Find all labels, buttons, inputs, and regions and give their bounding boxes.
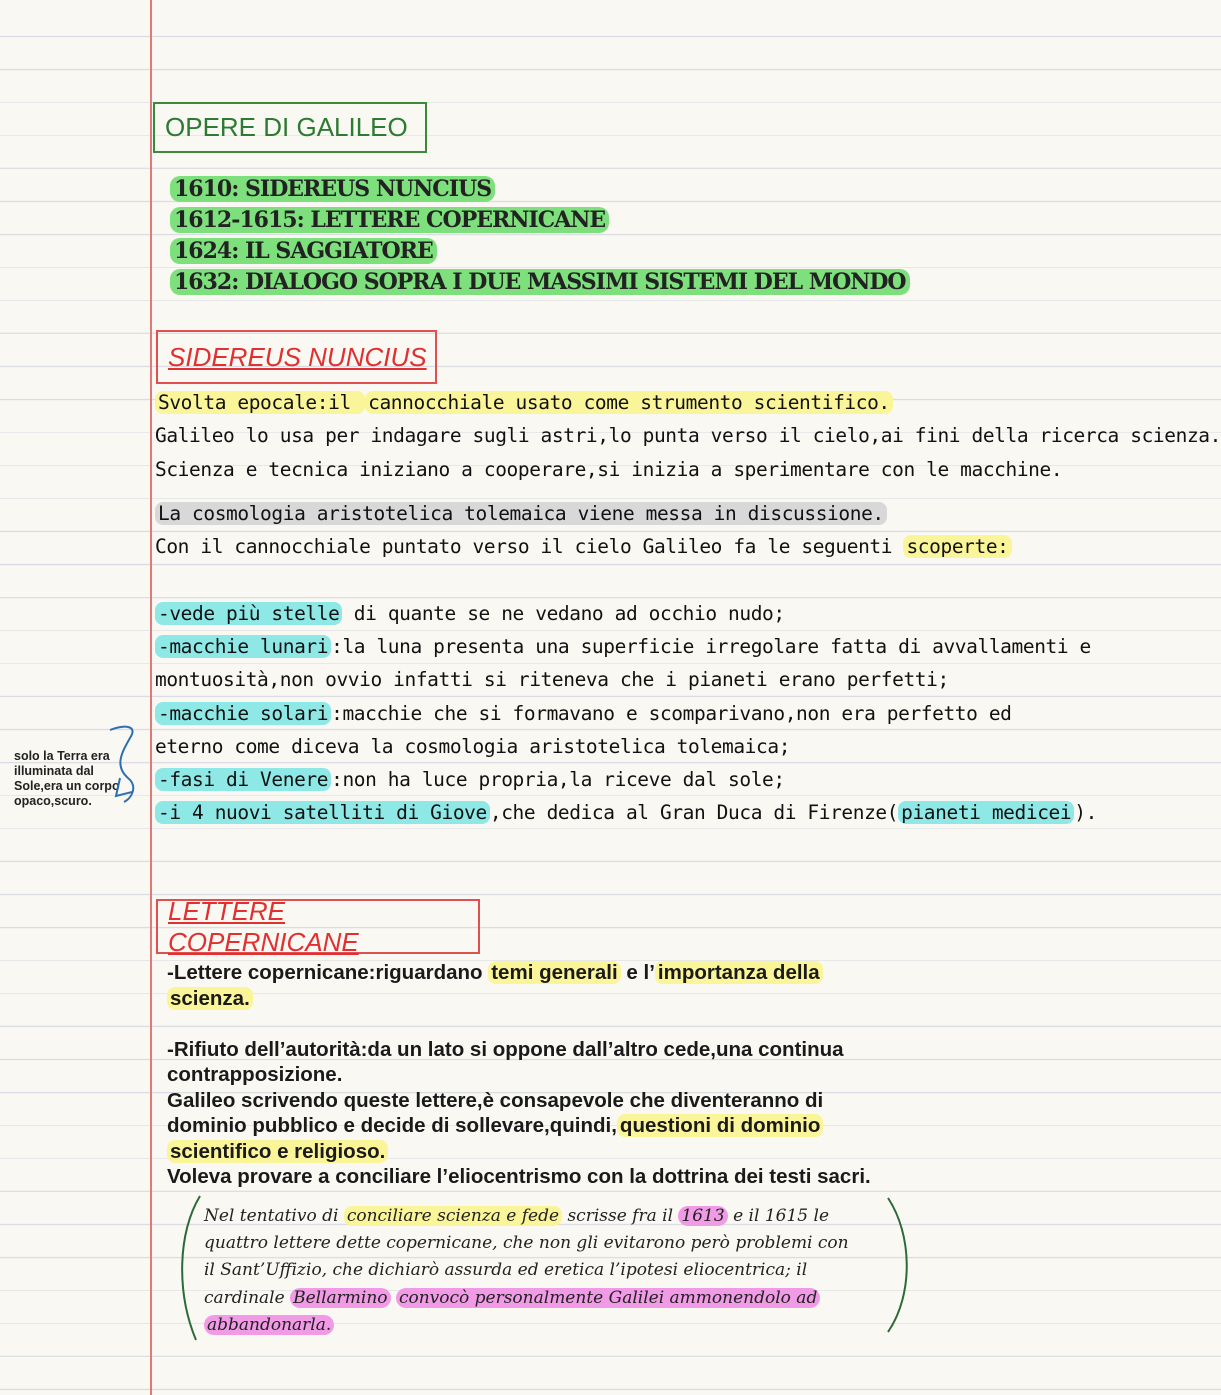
text-line: montuosità,non ovvio infatti si riteneva che i pianeti erano perfetti; [155,668,949,691]
arrow-icon [104,722,144,812]
side-note: solo la Terra era illuminata dal Sole,era un corpo opaco,scuro. [14,749,120,808]
text-line: eterno come diceva la cosmologia aristotelica tolemaica; [155,735,791,758]
handwritten-line: Nel tentativo di conciliare scienza e fede scrisse fra il 1613 e il 1615 le [204,1206,829,1226]
discovery-item: -i 4 nuovi satelliti di Giove ,che dedica al Gran Duca di Firenze( pianeti medicei ). [155,801,1097,824]
section-title-opere: OPERE DI GALILEO [153,102,427,153]
text-line: Con il cannocchiale puntato verso il cielo Galileo fa le seguenti scoperte: [155,535,1012,558]
work-item: 1610: SIDEREUS NUNCIUS [170,174,910,205]
discovery-item: -fasi di Venere :non ha luce propria,la riceve dal sole; [155,768,785,791]
section-title-sidereus: SIDEREUS NUNCIUS [156,330,437,384]
work-item: 1612-1615: LETTERE COPERNICANE [170,205,910,236]
text-line: -Rifiuto dell’autorità:da un lato si oppone dall’altro cede,una continua [167,1038,844,1061]
text-line: La cosmologia aristotelica tolemaica viene messa in discussione. [155,502,887,525]
handwritten-line: cardinale Bellarmino convocò personalmente Galilei ammonendolo ad [204,1288,820,1308]
text-line: scientifico e religioso. [167,1139,388,1165]
discovery-item: -macchie lunari :la luna presenta una superficie irregolare fatta di avvallamenti e [155,635,1091,658]
handwritten-line: quattro lettere dette copernicane, che non gli evitarono però problemi con [204,1233,849,1253]
margin-line [150,0,152,1395]
text-line: contrapposizione. [167,1063,343,1086]
text-line: -Lettere copernicane:riguardano temi generali e l’ importanza della [167,960,823,986]
text-line: Galileo lo usa per indagare sugli astri,lo punta verso il cielo,ai fini della ricerca scienza. [155,424,1221,447]
text-line: Scienza e tecnica iniziano a cooperare,si inizia a sperimentare con le macchine. [155,458,1063,481]
handwritten-line: il Sant’Uffizio, che dichiarò assurda ed eretica l’ipotesi eliocentrica; il [204,1260,808,1280]
bracket-right-icon [882,1194,916,1336]
bracket-left-icon [174,1192,204,1344]
works-list [170,174,910,298]
text-line: dominio pubblico e decide di sollevare,quindi, questioni di dominio [167,1113,823,1139]
text-line: Svolta epocale:il cannocchiale usato come strumento scientifico. [155,391,893,414]
text-line: scienza. [167,986,253,1012]
text-line: Galileo scrivendo queste lettere,è consapevole che diventeranno di [167,1089,824,1112]
section-title-lettere: LETTERE COPERNICANE [156,899,480,954]
work-item: 1624: IL SAGGIATORE [170,236,910,267]
discovery-item: -macchie solari :macchie che si formavano e scomparivano,non era perfetto ed [155,702,1012,725]
text-line: Voleva provare a conciliare l’eliocentrismo con la dottrina dei testi sacri. [167,1165,871,1188]
discovery-item: -vede più stelle di quante se ne vedano ad occhio nudo; [155,602,785,625]
work-item: 1632: DIALOGO SOPRA I DUE MASSIMI SISTEMI DEL MONDO [170,267,910,298]
handwritten-line: abbandonarla. [204,1315,334,1335]
